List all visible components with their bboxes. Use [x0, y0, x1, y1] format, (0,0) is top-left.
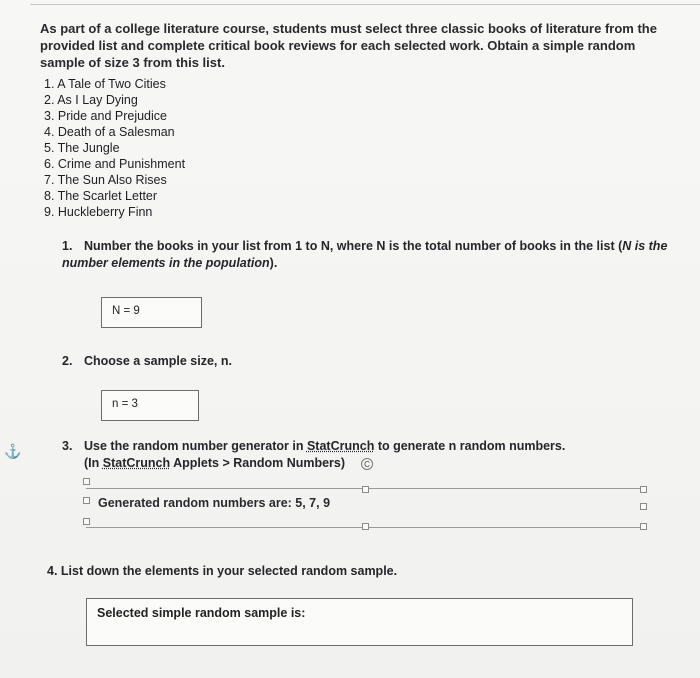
question-4: 4. List down the elements in your selected random sample.: [47, 564, 398, 578]
intro-paragraph: As part of a college literature course, students must select three classic books of literature from the provided list and complete critical book reviews for each selected work. Obtain a simple random sample of size 3 from this list.: [40, 21, 657, 70]
statcrunch-link-2[interactable]: StatCrunch: [102, 456, 171, 470]
list-item: 7. The Sun Also Rises: [44, 173, 167, 187]
resize-handle[interactable]: [83, 478, 90, 485]
answer-box-n-population[interactable]: [101, 297, 202, 328]
list-item: 9. Huckleberry Finn: [44, 205, 153, 219]
resize-handle[interactable]: [640, 486, 647, 493]
question-number: 1.: [62, 239, 73, 253]
question-2: [62, 353, 232, 370]
answer-value: Selected simple random sample is:: [97, 606, 306, 620]
question-text: Applets > Random Numbers): [170, 456, 346, 470]
generated-numbers-box[interactable]: [86, 488, 646, 528]
list-item: 8. The Scarlet Letter: [44, 189, 158, 203]
resize-handle[interactable]: [83, 518, 90, 525]
answer-value: N = 9: [112, 305, 140, 317]
question-text: Use the random number generator in: [84, 439, 307, 453]
question-text-end: ).: [269, 256, 278, 270]
generated-numbers-text: Generated random numbers are: 5, 7, 9: [98, 496, 331, 510]
list-item: 6. Crime and Punishment: [44, 157, 186, 171]
question-1: [62, 238, 672, 272]
list-item: 5. The Jungle: [44, 141, 120, 155]
list-item: 2. As I Lay Dying: [44, 93, 138, 107]
answer-box-sample-size[interactable]: [101, 390, 199, 421]
resize-handle[interactable]: [362, 486, 369, 493]
list-item: 1. A Tale of Two Cities: [44, 77, 166, 91]
resize-handle[interactable]: [640, 523, 647, 530]
list-item: 3. Pride and Prejudice: [44, 109, 167, 123]
anchor-icon: ⚓: [4, 443, 22, 459]
statcrunch-link[interactable]: StatCrunch: [306, 439, 375, 453]
question-text-italic: N is the number elements in the population: [62, 239, 668, 270]
question-text: Choose a sample size, n.: [84, 354, 232, 368]
question-text: Number the books in your list from 1 to N, where N is the total number of books in the list (: [84, 239, 623, 253]
book-list: [44, 76, 185, 220]
answer-box-selected-sample[interactable]: [86, 598, 633, 646]
resize-handle[interactable]: [640, 503, 647, 510]
question-number: 2.: [62, 354, 73, 368]
question-number: 3.: [62, 439, 73, 453]
list-item: 4. Death of a Salesman: [44, 125, 175, 139]
resize-handle[interactable]: [362, 523, 369, 530]
answer-value: n = 3: [112, 398, 138, 410]
resize-handle[interactable]: [83, 497, 90, 504]
copyright-icon: C: [361, 458, 373, 470]
question-text: to generate n random numbers.: [374, 439, 566, 453]
top-divider: [30, 4, 700, 5]
question-text: (In: [84, 456, 103, 470]
